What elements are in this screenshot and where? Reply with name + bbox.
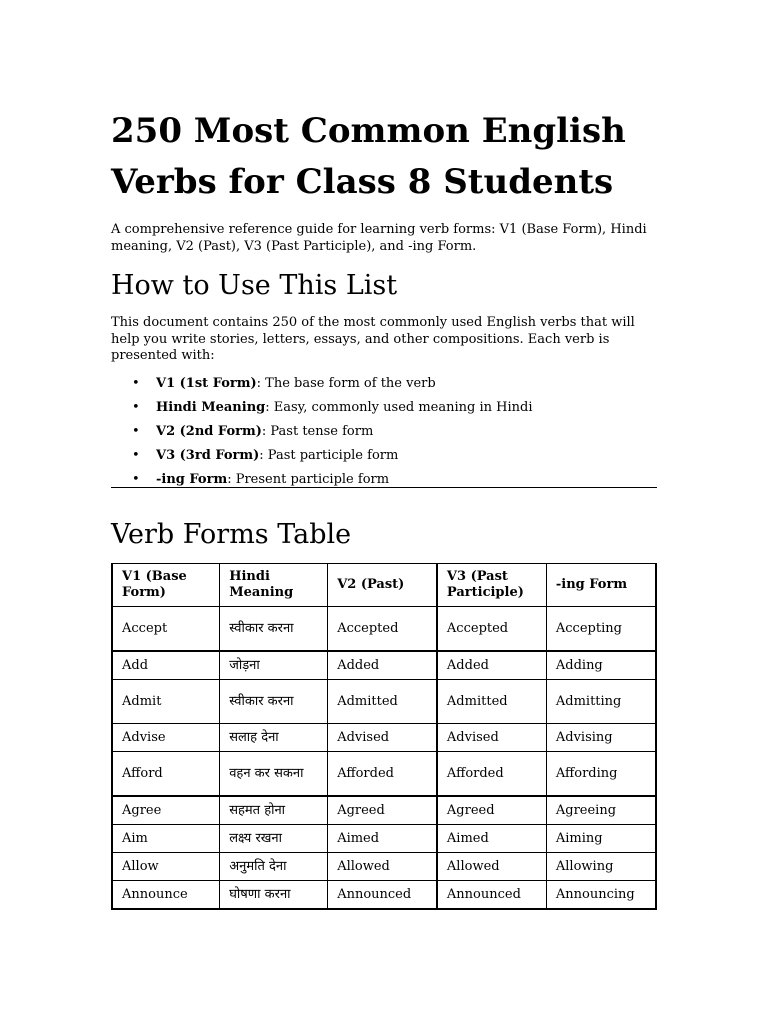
bullet-icon: •	[132, 471, 140, 487]
cell-v3: Admitted	[437, 680, 546, 724]
cell-ing: Admitting	[546, 680, 656, 724]
cell-v1: Announce	[112, 881, 220, 910]
cell-v3: Advised	[437, 724, 546, 752]
table-heading: Verb Forms Table	[111, 519, 352, 550]
cell-v1: Admit	[112, 680, 220, 724]
list-item-desc: : The base form of the verb	[256, 375, 436, 391]
table-row	[112, 796, 656, 825]
table-row	[112, 607, 656, 652]
cell-v2: Allowed	[328, 853, 437, 881]
table-row	[112, 752, 656, 797]
cell-ing: Allowing	[546, 853, 656, 881]
header-v2: V2 (Past)	[328, 564, 437, 607]
list-item-term: Hindi Meaning	[156, 399, 266, 415]
cell-v1: Afford	[112, 752, 220, 797]
cell-v3: Aimed	[437, 825, 546, 853]
bullet-icon: •	[132, 447, 140, 463]
cell-hindi: घोषणा करना	[220, 881, 328, 910]
subtitle: A comprehensive reference guide for learning verb forms: V1 (Base Form), Hindi meaning, V2 (Past), V3 (Past Participle), and -ing Form.	[111, 222, 647, 254]
how-to-heading: How to Use This List	[111, 270, 398, 301]
cell-ing: Adding	[546, 651, 656, 680]
list-item-term: V3 (3rd Form)	[156, 447, 260, 463]
bullet-icon: •	[132, 423, 140, 439]
header-hindi: Hindi Meaning	[220, 564, 328, 607]
cell-v2: Afforded	[328, 752, 437, 797]
page-title-line-2: Verbs for Class 8 Students	[111, 162, 614, 202]
cell-v3: Afforded	[437, 752, 546, 797]
cell-ing: Advising	[546, 724, 656, 752]
table-row	[112, 825, 656, 853]
cell-ing: Aiming	[546, 825, 656, 853]
list-item	[111, 448, 657, 472]
cell-hindi: स्वीकार करना	[220, 607, 328, 652]
cell-v1: Agree	[112, 796, 220, 825]
cell-hindi: सहमत होना	[220, 796, 328, 825]
cell-hindi: वहन कर सकना	[220, 752, 328, 797]
cell-v3: Allowed	[437, 853, 546, 881]
document-body	[111, 106, 657, 496]
table-row	[112, 680, 656, 724]
how-to-intro: This document contains 250 of the most commonly used English verbs that will help you write stories, letters, essays, and other compositions. Each verb is presented with:	[111, 315, 635, 363]
cell-v3: Accepted	[437, 607, 546, 652]
cell-v2: Admitted	[328, 680, 437, 724]
cell-ing: Agreeing	[546, 796, 656, 825]
list-item-desc: : Past tense form	[261, 423, 374, 439]
list-item-term: V2 (2nd Form)	[156, 423, 262, 439]
bullet-icon: •	[132, 375, 140, 391]
table-row	[112, 724, 656, 752]
cell-ing: Announcing	[546, 881, 656, 910]
list-item	[111, 472, 657, 496]
table-row	[112, 881, 656, 910]
cell-hindi: सलाह देना	[220, 724, 328, 752]
list-item-desc: : Easy, commonly used meaning in Hindi	[265, 399, 533, 415]
list-item	[111, 400, 657, 424]
list-item-desc: : Past participle form	[259, 447, 399, 463]
table-row	[112, 651, 656, 680]
cell-v1: Accept	[112, 607, 220, 652]
list-item	[111, 376, 657, 400]
cell-ing: Accepting	[546, 607, 656, 652]
page-title-line-1: 250 Most Common English	[111, 111, 626, 151]
cell-v1: Allow	[112, 853, 220, 881]
section-divider	[111, 487, 657, 488]
header-v3: V3 (Past Participle)	[437, 564, 546, 607]
table-row	[112, 853, 656, 881]
cell-v1: Advise	[112, 724, 220, 752]
list-item-desc: : Present participle form	[227, 471, 390, 487]
cell-hindi: अनुमति देना	[220, 853, 328, 881]
cell-v2: Announced	[328, 881, 437, 910]
cell-hindi: लक्ष्य रखना	[220, 825, 328, 853]
cell-hindi: जोड़ना	[220, 651, 328, 680]
cell-ing: Affording	[546, 752, 656, 797]
feature-list	[111, 376, 657, 496]
cell-v1: Aim	[112, 825, 220, 853]
bullet-icon: •	[132, 399, 140, 415]
cell-v2: Advised	[328, 724, 437, 752]
cell-v3: Added	[437, 651, 546, 680]
cell-v2: Added	[328, 651, 437, 680]
list-item-term: -ing Form	[156, 471, 228, 487]
list-item	[111, 424, 657, 448]
cell-v2: Aimed	[328, 825, 437, 853]
page-title	[111, 106, 657, 208]
cell-v2: Accepted	[328, 607, 437, 652]
table-header-row	[112, 564, 656, 607]
list-item-term: V1 (1st Form)	[156, 375, 257, 391]
verb-forms-table	[111, 563, 657, 910]
cell-v3: Announced	[437, 881, 546, 910]
cell-v1: Add	[112, 651, 220, 680]
cell-hindi: स्वीकार करना	[220, 680, 328, 724]
header-v1: V1 (Base Form)	[112, 564, 220, 607]
cell-v3: Agreed	[437, 796, 546, 825]
header-ing: -ing Form	[546, 564, 656, 607]
cell-v2: Agreed	[328, 796, 437, 825]
